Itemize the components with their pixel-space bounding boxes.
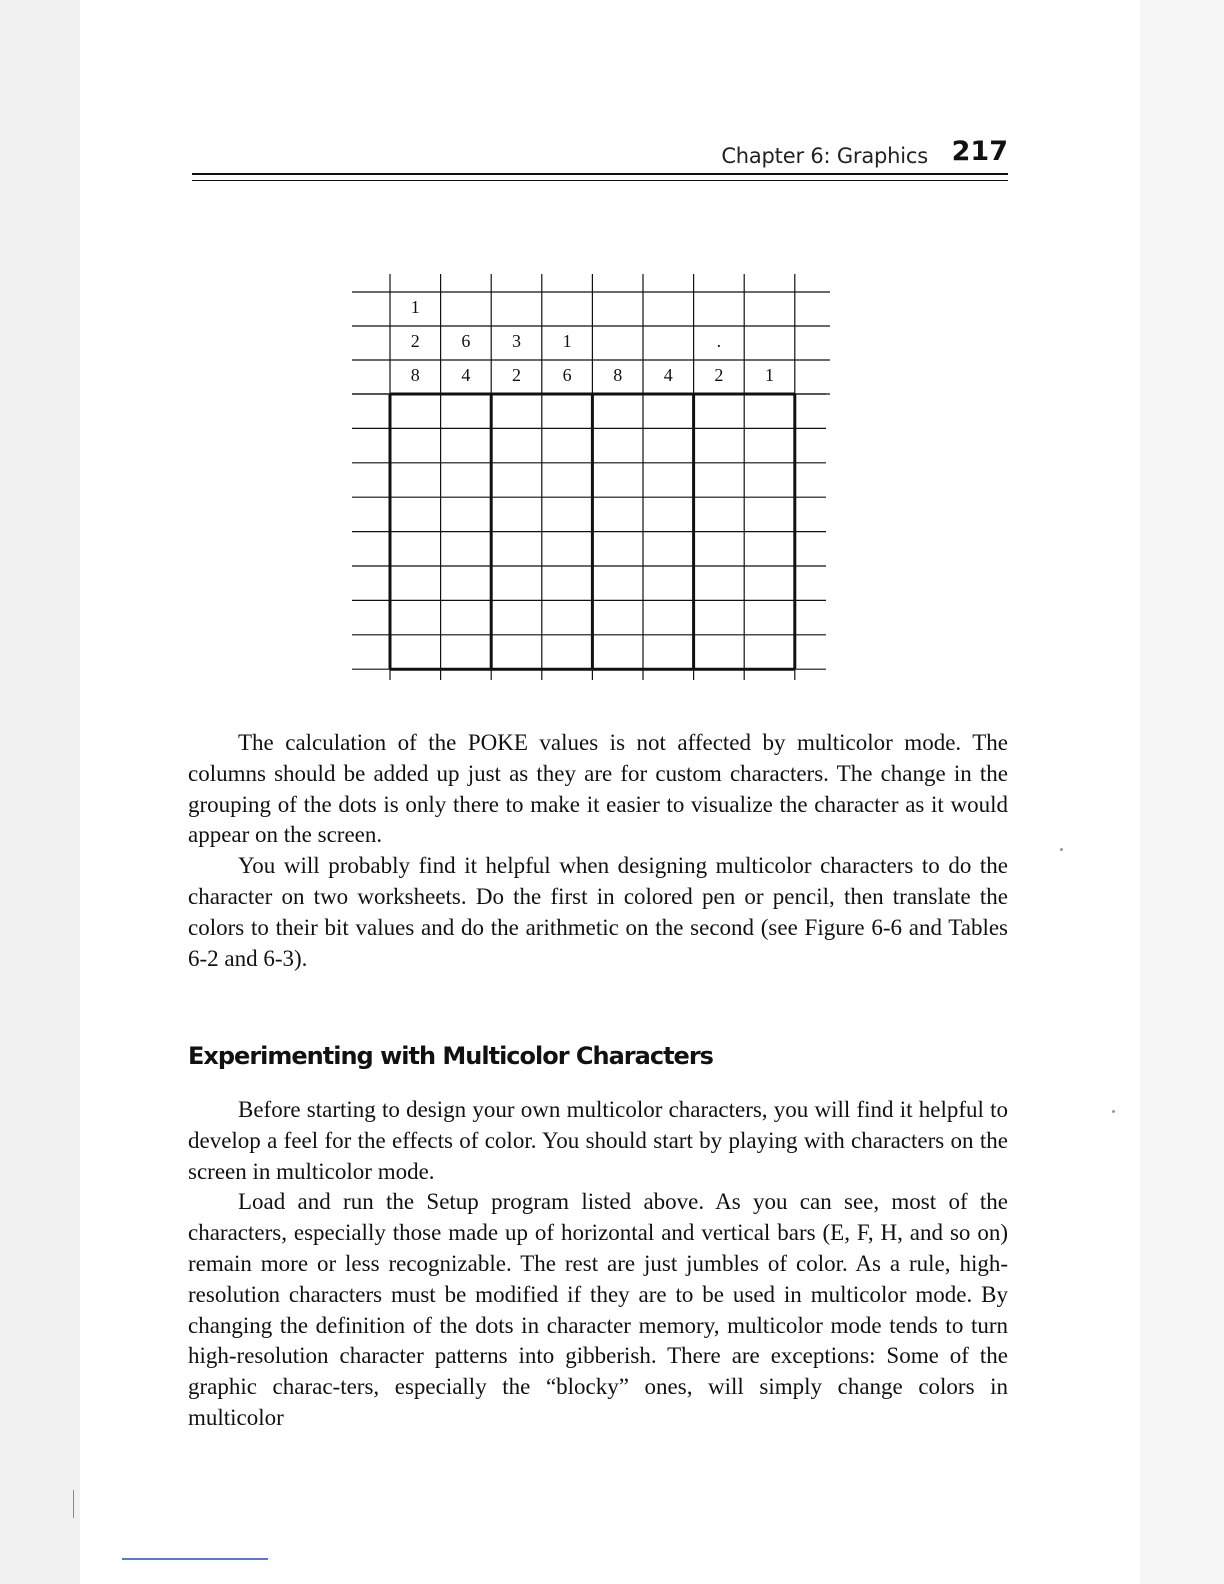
bit-value-digit: 8 [613, 365, 623, 385]
bit-value-digit: 6 [461, 331, 471, 351]
section-heading: Experimenting with Multicolor Characters [188, 1042, 713, 1070]
bit-value-digit: 1 [410, 297, 420, 317]
scan-speck [1112, 1110, 1115, 1113]
multicolor-worksheet-grid [352, 274, 832, 680]
bit-value-digit: 2 [511, 365, 521, 385]
bit-value-digit: . [716, 331, 722, 351]
bit-value-digit: 1 [562, 331, 572, 351]
scan-left-margin [0, 0, 80, 1584]
header-rule-thick [192, 173, 1008, 175]
running-header [192, 132, 1008, 172]
bit-value-digit: 4 [663, 365, 673, 385]
intro-text [188, 728, 1008, 974]
bit-value-digit: 8 [410, 365, 420, 385]
bit-value-digit: 3 [511, 331, 521, 351]
margin-mark [73, 1490, 74, 1518]
bit-value-digit: 1 [764, 365, 774, 385]
bit-value-digit: 2 [714, 365, 724, 385]
paragraph-setup-program: Load and run the Setup program listed above. As you can see, most of the characters, especially those made up of horizontal and vertical bars (E, F, H, and so on) remain more or less recognizable. The rest are just jumbles of color. As a rule, high-resolution characters must be modified if they are to be used in multicolor mode. By changing the definition of the dots in character memory, multicolor mode tends to turn high-resolution character patterns into gibberish. There are exceptions: Some of the graphic charac-ters, especially the “blocky” ones, will simply change colors in multicolor [188, 1189, 1008, 1430]
page-number: 217 [951, 136, 1008, 167]
paragraph-poke-values: The calculation of the POKE values is not affected by multicolor mode. The columns should be added up just as they are for custom characters. The change in the grouping of the dots is only there to make it easier to visualize the character as it would appear on the screen. [188, 730, 1008, 848]
chapter-title: Chapter 6: Graphics [721, 144, 928, 168]
scan-right-margin [1140, 0, 1224, 1584]
scan-artifact-line [122, 1558, 268, 1560]
section-text [188, 1095, 1008, 1434]
bit-value-digit: 6 [562, 365, 572, 385]
scan-speck [1060, 848, 1063, 851]
paragraph-feel-for-color: Before starting to design your own multicolor characters, you will find it helpful to develop a feel for the effects of color. You should start by playing with characters on the screen in multicolor mode. [188, 1097, 1008, 1184]
bit-value-digit: 4 [461, 365, 471, 385]
bit-value-digit: 2 [410, 331, 420, 351]
paragraph-worksheets: You will probably find it helpful when designing multicolor characters to do the character on two worksheets. Do the first in colored pen or pencil, then translate the colors to their bit values and do the arithmetic on the second (see Figure 6-6 and Tables 6-2 and 6-3). [188, 853, 1008, 971]
header-rule-thin [192, 180, 1008, 181]
